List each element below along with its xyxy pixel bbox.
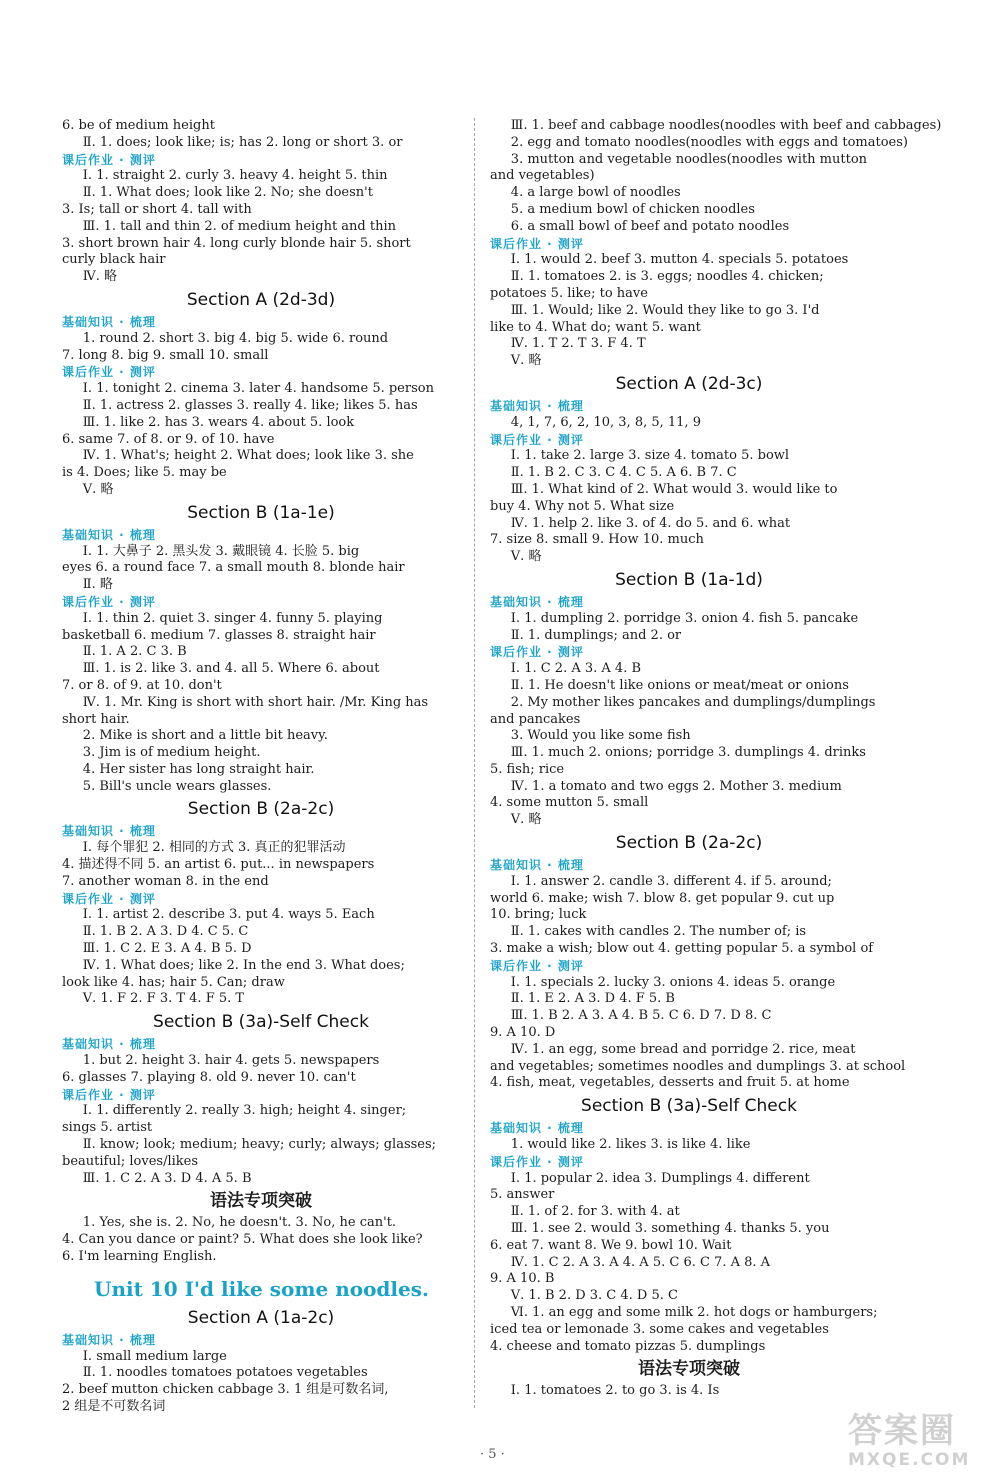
subsection-label: 基础知识 · 梳理 (490, 858, 584, 873)
answer-line: Ⅱ. 1. noodles tomatoes potatoes vegetables (82, 1365, 368, 1381)
answer-line: 6. a small bowl of beef and potato noodles (510, 218, 790, 234)
subsection-label: 课后作业 · 测评 (490, 645, 584, 660)
answer-line: Ⅰ. 1. artist 2. describe 3. put 4. ways 5. Each (82, 907, 375, 923)
answer-line: Ⅱ. 1. E 2. A 3. D 4. F 5. B (510, 991, 675, 1007)
answer-line: Ⅰ. 每个罪犯 2. 相同的方式 3. 真正的犯罪活动 (82, 840, 346, 856)
answer-line: Ⅱ. 1. What does; look like 2. No; she doesn't (82, 185, 373, 201)
answer-line: Ⅰ. 1. tonight 2. cinema 3. later 4. handsome 5. person (82, 381, 434, 397)
answer-line: 1. round 2. short 3. big 4. big 5. wide 6. round (82, 330, 389, 346)
answer-line: 3. Is; tall or short 4. tall with (62, 201, 252, 217)
answer-line: 6. glasses 7. playing 8. old 9. never 10. can't (62, 1069, 356, 1085)
answer-line: 1. but 2. height 3. hair 4. gets 5. newspapers (82, 1053, 380, 1069)
answer-line: 9. A 10. D (490, 1025, 556, 1041)
subsection-label: 基础知识 · 梳理 (490, 398, 584, 413)
answer-line: 10. bring; luck (490, 907, 587, 923)
section-heading: Section A (2d-3d) (186, 289, 336, 310)
answer-line: Ⅱ. 1. of 2. for 3. with 4. at (510, 1204, 680, 1220)
answer-line: Ⅱ. 1. cakes with candles 2. The number of; is (510, 924, 807, 940)
section-heading: Section B (1a-1d) (615, 569, 763, 590)
subsection-label: 课后作业 · 测评 (62, 365, 156, 380)
answer-line: Ⅳ. 1. C 2. A 3. A 4. A 5. C 6. C 7. A 8. A (510, 1254, 771, 1270)
answer-line: Ⅳ. 1. What's; height 2. What does; look like 3. she (82, 448, 414, 464)
answer-line: iced tea or lemonade 3. some cakes and vegetables (490, 1321, 829, 1337)
answer-line: 2. My mother likes pancakes and dumplings/dumplings (510, 694, 876, 710)
answer-line: 2 组是不可数名词 (62, 1399, 166, 1414)
answer-line: 2. egg and tomato noodles(noodles with eggs and tomatoes) (510, 134, 908, 150)
answer-line: sings 5. artist (62, 1120, 153, 1136)
answer-line: look like 4. has; hair 5. Can; draw (62, 974, 285, 990)
answer-line: Ⅱ. know; look; medium; heavy; curly; always; glasses; (82, 1137, 437, 1153)
answer-line: Ⅲ. 1. C 2. A 3. D 4. A 5. B (82, 1170, 252, 1186)
answer-line: Ⅳ. 1. help 2. like 3. of 4. do 5. and 6. what (510, 515, 791, 531)
answer-line: Ⅴ. 1. F 2. F 3. T 4. F 5. T (82, 991, 245, 1007)
answer-line: Ⅱ. 1. actress 2. glasses 3. really 4. like; likes 5. has (82, 397, 418, 413)
answer-line: 4. Her sister has long straight hair. (82, 761, 315, 777)
subsection-label: 课后作业 · 测评 (62, 152, 156, 167)
section-heading: Section B (3a)-Self Check (153, 1012, 369, 1033)
answer-line: Ⅳ. 1. an egg, some bread and porridge 2. rice, meat (510, 1041, 856, 1057)
answer-line: 5. a medium bowl of chicken noodles (510, 201, 755, 217)
watermark-text: 答案圈 (848, 1411, 956, 1451)
answer-line: beautiful; loves/likes (62, 1153, 199, 1169)
subsection-label: 基础知识 · 梳理 (490, 594, 584, 609)
answer-line: Ⅱ. 1. does; look like; is; has 2. long or short 3. or (82, 134, 403, 150)
answer-line: 4. Can you dance or paint? 5. What does she look like? (62, 1232, 423, 1248)
subsection-label: 课后作业 · 测评 (62, 891, 156, 906)
answer-line: Ⅲ. 1. tall and thin 2. of medium height and thin (82, 218, 397, 234)
grammar-heading: 语法专项突破 (638, 1359, 740, 1380)
answer-line: Ⅴ. 略 (82, 481, 114, 497)
answer-line: 5. answer (490, 1187, 555, 1203)
answer-line: Ⅱ. 1. dumplings; and 2. or (510, 627, 682, 643)
answer-line: 4. some mutton 5. small (490, 795, 649, 811)
subsection-label: 基础知识 · 梳理 (62, 527, 156, 542)
answer-line: basketball 6. medium 7. glasses 8. straight hair (62, 627, 376, 643)
answer-line: eyes 6. a round face 7. a small mouth 8. blonde hair (62, 560, 405, 576)
answer-line: Ⅱ. 1. A 2. C 3. B (82, 644, 187, 660)
section-heading: Section B (1a-1e) (187, 502, 335, 523)
answer-line: 7. another woman 8. in the end (62, 873, 269, 889)
answer-line: Ⅳ. 略 (82, 269, 118, 285)
subsection-label: 课后作业 · 测评 (62, 1087, 156, 1102)
answer-line: Ⅲ. 1. What kind of 2. What would 3. would like to (510, 481, 838, 497)
answer-line: Ⅰ. 1. dumpling 2. porridge 3. onion 4. fish 5. pancake (510, 610, 859, 626)
answer-line: Ⅱ. 略 (82, 577, 113, 593)
grammar-heading: 语法专项突破 (210, 1191, 312, 1212)
left-column (62, 118, 460, 1416)
answer-line: world 6. make; wish 7. blow 8. get popular 9. cut up (490, 890, 835, 906)
answer-line: 6. I'm learning English. (62, 1249, 217, 1265)
column-divider (474, 118, 475, 1408)
answer-line: potatoes 5. like; to have (490, 285, 648, 301)
answer-line: Ⅱ. 1. He doesn't like onions or meat/meat or onions (510, 677, 849, 693)
answer-line: Ⅴ. 1. B 2. D 3. C 4. D 5. C (510, 1288, 678, 1304)
answer-line: Ⅳ. 1. Mr. King is short with short hair. /Mr. King has (82, 694, 429, 710)
subsection-label: 课后作业 · 测评 (62, 594, 156, 609)
right-column (490, 118, 942, 1400)
answer-line: Ⅴ. 略 (510, 549, 542, 565)
answer-line: 3. make a wish; blow out 4. getting popular 5. a symbol of (490, 941, 874, 957)
answer-line: 6. same 7. of 8. or 9. of 10. have (62, 431, 275, 447)
answer-line: Ⅳ. 1. What does; like 2. In the end 3. What does; (82, 957, 405, 973)
watermark-logo (848, 1412, 988, 1476)
subsection-label: 基础知识 · 梳理 (62, 1332, 156, 1347)
answer-line: Ⅰ. 1. 大鼻子 2. 黑头发 3. 戴眼镜 4. 长脸 5. big (82, 543, 360, 559)
answer-line: Ⅲ. 1. see 2. would 3. something 4. thanks 5. you (510, 1221, 830, 1237)
subsection-label: 课后作业 · 测评 (490, 432, 584, 447)
answer-line: 7. long 8. big 9. small 10. small (62, 347, 269, 363)
answer-line: Ⅲ. 1. Would; like 2. Would they like to go 3. I'd (510, 302, 820, 318)
answer-line: Ⅰ. 1. would 2. beef 3. mutton 4. specials 5. potatoes (510, 252, 849, 268)
answer-line: 4. fish, meat, vegetables, desserts and fruit 5. at home (490, 1075, 850, 1091)
section-heading: Section B (2a-2c) (187, 799, 335, 820)
section-heading: Section B (3a)-Self Check (581, 1096, 797, 1117)
answer-line: 6. be of medium height (62, 118, 215, 133)
answer-line: Ⅴ. 略 (510, 812, 542, 828)
answer-line: Ⅰ. 1. answer 2. candle 3. different 4. if 5. around; (510, 873, 832, 889)
answer-line: Ⅲ. 1. is 2. like 3. and 4. all 5. Where 6. about (82, 661, 380, 677)
answer-line: 4. a large bowl of noodles (510, 185, 681, 201)
answer-line: 3. short brown hair 4. long curly blonde hair 5. short (62, 235, 411, 251)
answer-line: Ⅳ. 1. a tomato and two eggs 2. Mother 3. medium (510, 778, 842, 794)
answer-line: 3. mutton and vegetable noodles(noodles with mutton (510, 151, 868, 167)
answer-line: 7. size 8. small 9. How 10. much (490, 532, 704, 548)
answer-line: Ⅳ. 1. T 2. T 3. F 4. T (510, 336, 646, 352)
answer-line: Ⅱ. 1. B 2. A 3. D 4. C 5. C (82, 924, 249, 940)
answer-line: 2. beef mutton chicken cabbage 3. 1 组是可数名词, (62, 1382, 389, 1398)
answer-line: Ⅰ. 1. thin 2. quiet 3. singer 4. funny 5. playing (82, 610, 383, 626)
answer-line: 3. Would you like some fish (510, 728, 691, 744)
answer-line: 4. 描述得不同 5. an artist 6. put... in newspapers (62, 857, 375, 873)
subsection-label: 课后作业 · 测评 (490, 958, 584, 973)
answer-line: 6. eat 7. want 8. We 9. bowl 10. Wait (490, 1237, 732, 1253)
answer-line: Ⅴ. 略 (510, 353, 542, 369)
answer-line: and vegetables; sometimes noodles and dumplings 3. at school (490, 1058, 906, 1074)
section-heading: Section B (2a-2c) (615, 833, 763, 854)
section-heading: Section A (1a-2c) (187, 1307, 335, 1328)
answer-line: 4, 1, 7, 6, 2, 10, 3, 8, 5, 11, 9 (510, 414, 701, 430)
answer-line: Ⅲ. 1. beef and cabbage noodles(noodles with beef and cabbages) (510, 118, 942, 133)
answer-line: 5. Bill's uncle wears glasses. (82, 778, 272, 794)
watermark-url: MXQE.COM (848, 1450, 971, 1470)
section-heading: Section A (2d-3c) (615, 373, 763, 394)
answer-line: 7. or 8. of 9. at 10. don't (62, 677, 222, 693)
page-number: · 5 · (480, 1447, 505, 1462)
answer-line: short hair. (62, 711, 130, 727)
answer-line: 9. A 10. B (490, 1271, 555, 1287)
answer-line: 5. fish; rice (490, 761, 565, 777)
subsection-label: 课后作业 · 测评 (490, 1154, 584, 1169)
answer-line: and vegetables) (490, 168, 595, 184)
answer-line: Ⅱ. 1. B 2. C 3. C 4. C 5. A 6. B 7. C (510, 465, 737, 481)
answer-line: Ⅰ. 1. take 2. large 3. size 4. tomato 5. bowl (510, 448, 790, 464)
subsection-label: 基础知识 · 梳理 (490, 1121, 584, 1136)
answer-line: Ⅰ. 1. popular 2. idea 3. Dumplings 4. different (510, 1170, 810, 1186)
answer-line: Ⅰ. 1. straight 2. curly 3. heavy 4. height 5. thin (82, 168, 388, 184)
answer-line: and pancakes (490, 711, 581, 727)
answer-line: 3. Jim is of medium height. (82, 745, 261, 761)
answer-line: 4. cheese and tomato pizzas 5. dumplings (490, 1338, 766, 1354)
answer-line: Ⅲ. 1. C 2. E 3. A 4. B 5. D (82, 941, 252, 957)
answer-line: Ⅰ. 1. C 2. A 3. A 4. B (510, 661, 642, 677)
answer-line: 1. Yes, she is. 2. No, he doesn't. 3. No, he can't. (82, 1215, 397, 1231)
answer-line: Ⅰ. 1. differently 2. really 3. high; height 4. singer; (82, 1103, 407, 1119)
answer-line: Ⅲ. 1. like 2. has 3. wears 4. about 5. look (82, 414, 355, 430)
answer-line: Ⅰ. small medium large (82, 1348, 227, 1364)
subsection-label: 基础知识 · 梳理 (62, 824, 156, 839)
answer-line: Ⅱ. 1. tomatoes 2. is 3. eggs; noodles 4. chicken; (510, 269, 824, 285)
subsection-label: 课后作业 · 测评 (490, 236, 584, 251)
answer-line: Ⅰ. 1. specials 2. lucky 3. onions 4. ideas 5. orange (510, 974, 836, 990)
answer-line: Ⅲ. 1. much 2. onions; porridge 3. dumplings 4. drinks (510, 745, 866, 761)
answer-line: like to 4. What do; want 5. want (490, 319, 701, 335)
answer-line: Ⅰ. 1. tomatoes 2. to go 3. is 4. Is (510, 1383, 720, 1399)
answer-line: 2. Mike is short and a little bit heavy. (82, 728, 328, 744)
answer-line: curly black hair (62, 252, 166, 268)
unit-title: Unit 10 I'd like some noodles. (94, 1276, 429, 1301)
subsection-label: 基础知识 · 梳理 (62, 314, 156, 329)
answer-line: 1. would like 2. likes 3. is like 4. like (510, 1137, 751, 1153)
subsection-label: 基础知识 · 梳理 (62, 1037, 156, 1052)
answer-line: is 4. Does; like 5. may be (62, 465, 227, 481)
answer-line: buy 4. Why not 5. What size (490, 498, 675, 514)
answer-line: Ⅲ. 1. B 2. A 3. A 4. B 5. C 6. D 7. D 8. C (510, 1008, 772, 1024)
answer-line: Ⅵ. 1. an egg and some milk 2. hot dogs or hamburgers; (510, 1305, 878, 1320)
